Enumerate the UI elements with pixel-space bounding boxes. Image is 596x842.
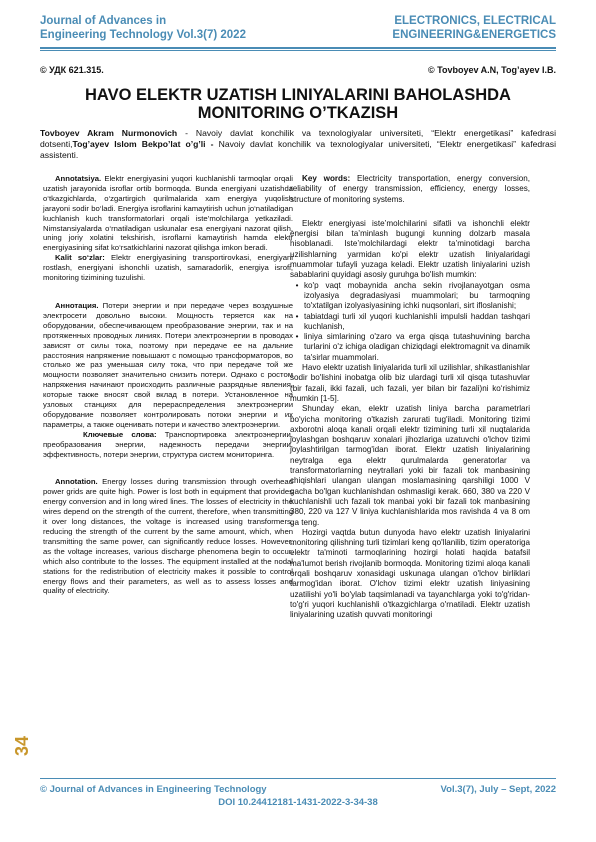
keywords-uz-label: Kalit so‘zlar: — [55, 253, 105, 263]
body-paragraph-1: Elektr energiyasi iste’molchilarini sifatli va ishonchli elektr energisi bilan ta’minlash bugungi kunning dolzarb masala hisoblanadi. Iste’molchilardagi elektr ta’minotidagi barcha uzilishlarning yarmidan ko'pi elektr uzatish liniyalaridagi muammolar tufayli yuzaga keladi. Elektr uzatish liniyalarini uzish sabablarini quyidagi asosiy guruhga bo'lish mumkin: — [290, 218, 530, 280]
author-name-1: Tovboyev Akram Nurmonovich — [40, 128, 178, 138]
abstract-en-text: Energy losses during transmission through overhead power grids are quite high. Power is lost both in equipment that provides energy conversion and in long wired lines. The losses of electricity in the wires depend on the strength of the current, therefore, when transmitting it over long distances, the voltage is increased using transformers, reducing the strength of the current by the same amount, which, when transmitting the same power, can significantly reduce losses. However, as the voltage increases, various discharge phenomena begin to occur, which also contribute to the losses. The equipment installed at the nodal stations for the redistribution of electricity makes it possible to control energy flows and their parameters, as well as to assess losses and quality of electricity. — [43, 477, 293, 596]
keywords-uz-text: Elektr energiyasining transportirovkasi, energiyani rostlash, energiyani ishonchli uzatish, samaradorlik, energiya isrofi, monitoring tizimining tuzulishi. — [43, 253, 293, 283]
section-title — [392, 14, 556, 42]
keywords-en-text: Electricity transportation, energy conversion, reliability of energy transmission, efficiency, energy losses, structure of monitoring systems. — [290, 174, 530, 204]
author-affiliation-2: Navoiy davlat konchilik va texnologiyalar universiteti, “Elektr energetikasi” kafedrasi assistenti. — [40, 139, 556, 160]
footer-rule — [40, 778, 556, 779]
list-item — [290, 332, 530, 363]
abstract-en — [43, 477, 293, 596]
page-number-text: 34 — [12, 736, 32, 757]
header-rule — [40, 47, 556, 49]
left-column — [43, 174, 293, 596]
keywords-en — [290, 174, 530, 205]
abstract-ru-text: Потери энергии и при передаче через воздушные электросети довольно высоки. Мощность теряется как на оборудовании, обеспечивающем преобразование энергии, так и на протяженных проводных линиях. Потери электроэнергии в проводах зависят от силы тока, поэтому при передаче ее на дальние расстояния напряжение повышают с помощью трансформаторов, во столько же раз уменьшая силу тока, что при передаче той же мощности позволяет значительно снизить потери. Однако с ростом напряжения начинают происходить различные разрядные явления, которые также вносят свой вклад в потери. Установленное на узловых станциях для перераспределения электроэнергии оборудование позволяет контролировать потоки энергии и их параметры, а также оценивать потери и качество электроэнергии. — [43, 300, 293, 429]
body-paragraph-4: Hozirgi vaqtda butun dunyoda havo elektr uzatish liniyalarini monitoring qilishning turli tizimlari keng qo'llanilib, tizim operatoriga elektr ta'minoti tarmoqlarining hozirgi holati haqida batafsil ma'lumot berish rivojlanib bormoqda. Monitoring tizimi aloqa kanali orqali boshqaruv xonasidagi uskunaga ulangan o'lchov birliklari tarmog'idan iborat. O'lchov tizimi elektr uzatish liniyasining uzatilishi yo'li bo'ylab taqsimlanadi va tayanchlarga yoki to'g'ridan-to'g'ri yuqori kuchlanishli o'tkazgichlarga o'rnatiladi. Elektr uzatish liniyalarining uzatish quvvati monitoringi — [290, 527, 530, 620]
header-rule-thin — [40, 50, 556, 51]
abstract-ru — [43, 301, 293, 430]
section-title-line1: ELECTRONICS, ELECTRICAL — [394, 15, 556, 27]
author-block — [40, 128, 556, 161]
abstract-en-label: Annotation. — [55, 477, 98, 487]
paper-title: HAVO ELEKTR UZATISH LINIYALARINI BAHOLASHDA MONITORING O’TKAZISH — [85, 86, 511, 122]
author-affiliation-1: - Navoiy davlat konchilik va texnologiyalar universiteti, “Elektr energetikasi” kafedrasi dotsenti, — [40, 128, 556, 149]
keywords-ru-label: Ключевые слова: — [83, 429, 157, 439]
footer-doi: DOI 10.24412181-1431-2022-3-34-38 — [218, 797, 378, 808]
right-column — [290, 174, 530, 620]
list-item-text: tabiatdagi turli xil yuqori kuchlanishli impulsli haddan tashqari kuchlanish, — [304, 311, 530, 331]
section-title-line2: ENGINEERING&ENERGETICS — [392, 29, 556, 41]
abstract-ru-label: Аннотация. — [55, 300, 99, 310]
list-item — [290, 281, 530, 312]
journal-title-line2: Engineering Technology Vol.3(7) 2022 — [40, 29, 246, 41]
keywords-ru — [43, 430, 293, 460]
list-item-text: ko'p vaqt mobaynida ancha sekin rivojlanayotgan osma izolyasiya degradasiyasi muammolari; bu tarmoqning to'xtatilgan izolyasiyasining ichki nuqsonlari, sirt ifloslanishi; — [304, 280, 530, 311]
journal-title — [40, 14, 246, 42]
bullet-icon: • — [295, 311, 299, 321]
footer-journal: © Journal of Advances in Engineering Technology — [40, 784, 267, 795]
list-item-text: liniya simlarining o'zaro va erga qisqa tutashuvining barcha turlarini o'z ichiga oladigan chiziqdagi elektromagnit va dinamik ta'sirlar muammolari. — [304, 332, 530, 362]
author-name-2: Tog’ayev Islom Bekpo’lat o’g’li - — [72, 139, 214, 149]
page-number — [12, 736, 32, 774]
keywords-ru-text: Транспортировка электроэнергии, преобразования энергии, надежность передачи энергии, эффективность, потери энергии, структура систем мониторинга. — [43, 429, 293, 459]
keywords-uz — [43, 253, 293, 283]
bullet-icon: • — [295, 280, 299, 290]
bullet-icon: • — [295, 332, 299, 342]
copyright-authors: © Tovboyev A.N, Tog’ayev I.B. — [428, 65, 556, 75]
udk-code: © УДК 621.315. — [40, 65, 104, 75]
abstract-uz-text: Elektr energiyasini yuqori kuchlanishli tarmoqlar orqali uzatish jarayonida isroflar ortib bormoqda. Bunda energiyani uzatishda o‘tkazgichlarda, o‘zgartirgich qurilmalarida xam energiya yuqolish jarayoni sodir bo‘ladi. Energiya isroflarini kamaytirish uchun jo‘natiladigan kuchlanish kuch transformatorlari orqali iste’molchilarga yetkaziladi. Nimstansiyalarda o‘rnatiladigan uskunalar esa energiyani nazorat qilish, uning joriy xolatini tekshirish, isroflarni kamaytirish hamda elektr energiyasining sifat ko‘rsatkichlarini nazorat qilishga imkon beradi. — [43, 174, 293, 253]
abstract-uz-label: Annotatsiya. — [55, 174, 102, 183]
list-item — [290, 312, 530, 333]
journal-title-line1: Journal of Advances in — [40, 15, 167, 27]
body-paragraph-3: Shunday ekan, elektr uzatish liniya barcha parametrlari bo'yicha monitoring o'tkazish zarurati tug'iladi. Monitoring tizimi axborotni aloqa kanali orqali elektr tizimining turli xil nuqtalarida joylashgan boshqaruv xonalari jihozlariga uzatuvchi o'lchov tizimi joylashtirilgan tarmog'idan iborat. Elektr uzatish liniyalarining neytralga ega elektr qurulmalarda generatorlar va transformatorlarning neytrallari yoki bir fazali tok manbasining chiqishlari ulangan ulangan moslamasining qarshiligi 1000 V gacha bo'lgan kuchlanishdan oshmasligi kerak. 660, 380 va 220 V kuchlanishli uch fazali tok manbai yoki bir fazali tok manbasining 380, 220 va 127 V liniya kuchlanishlarida mos ravishda 4 va 8 om ga teng. — [290, 404, 530, 527]
abstract-uz — [43, 174, 293, 253]
keywords-en-label: Key words: — [302, 174, 351, 183]
footer-volume: Vol.3(7), July – Sept, 2022 — [440, 784, 556, 795]
body-paragraph-2: Havo elektr uzatish liniyalarida turli xil uzilishlar, shikastlanishlar sodir bo'lishini inobatga olib biz ulardagi turli xil qisqa tutashuvlar (bir fazali, ikki fazali, uch fazali, yer bilan bir fazali)ni ko‘rishimiz mumkin [1-5]. — [290, 363, 530, 403]
